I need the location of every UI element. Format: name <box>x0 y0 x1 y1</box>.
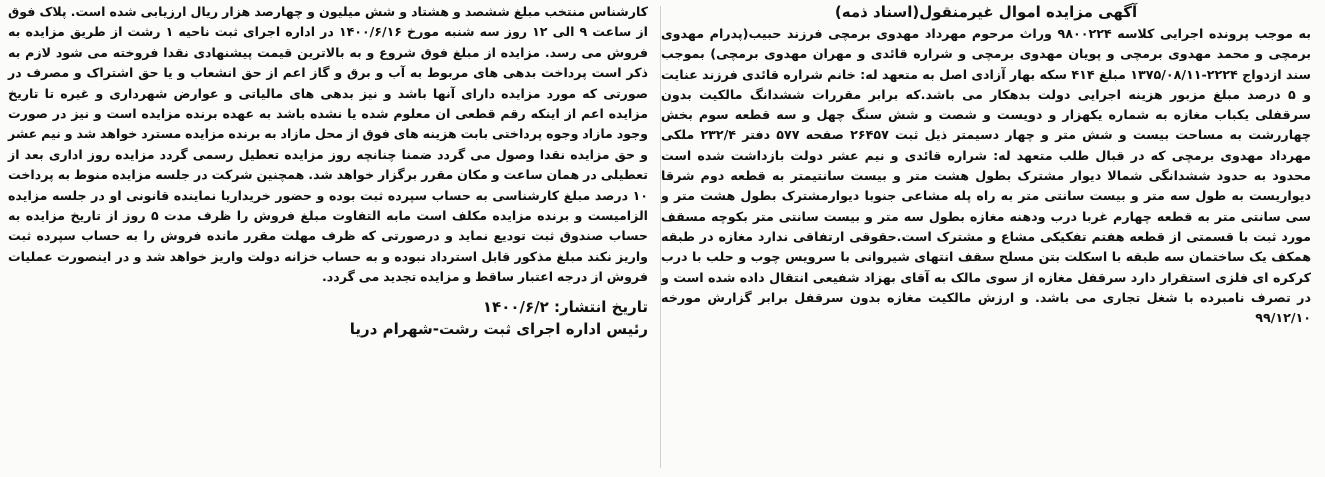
notice-footer <box>8 296 648 340</box>
notice-column-left <box>8 0 648 477</box>
notice-column-right <box>661 0 1311 477</box>
publish-date: تاریخ انتشار: ۱۴۰۰/۶/۲ <box>482 297 648 316</box>
column-divider <box>660 6 661 468</box>
signature-line: رئیس اداره اجرای ثبت رشت-شهرام دریا <box>349 319 648 338</box>
notice-body-part-1: به موجب پرونده اجرایی کلاسه ۹۸۰۰۲۲۴ وراث مرحوم مهرداد مهدوی برمچی فرزند حبیب(پدرام مهدوی برمچی و محمد مهدوی برمچی و پویان مهدوی برمچی و شراره قائدی و مهران مهدوی برمچی) بموجب سند ازدواج ۲۲۲۴-۱۳۷۵/۰۸/۱۱ مبلغ ۴۱۴ سکه بهار آزادی اصل به متعهد له: خانم شراره قائدی فرزند عنایت و ۵ درصد مبلغ مزبور هزینه اجرایی دولت بدهکار می باشد.که برابر مقررات ششدانگ مالکیت بدون سرقفلی یکباب مغازه به شماره یکهزار و دویست و شصت و شش سنگ چهل و سه قطعه سوم بخش چهاررشت به مساحت بیست و شش متر و چهار دسیمتر ذیل ثبت ۲۶۴۵۷ صفحه ۵۷۷ دفتر ۲۳۲/۴ ملکی مهرداد مهدوی برمچی که در قبال طلب متعهد له: شراره قائدی و نیم عشر دولت بازداشت شده است محدود به حدود ششدانگی شمالا دیوار مشترک بطول هشت متر و بیست سانتیمتر به قطعه دوم شرقا دیواریست به طول سه متر و بیست سانتی متر به راه پله مشاعی جنوبا دیوارمشترک بطول هشت متر و سی سانتی متر به قطعه چهارم غربا درب ودهنه مغازه بطول سه متر و بیست سانتی متر بکوچه مسقف مورد ثبت با قسمتی از قطعه هفتم تفکیکی مشاع و مشترک است.حقوقی ارتفاقی ندارد مغازه در طبقه همکف یک ساختمان سه طبقه با اسکلت بتن مسلح سقف انتهای شیروانی با سرویس چوب و حلب با درب کرکره ای فلزی استقرار دارد سرقفل مغازه از سوی مالک به آقای بهزاد شفیعی انتقال داده شده است و در تصرف نامبرده با شغل تجاری می باشد. و ارزش مالکیت مغازه بدون سرقفل برابر گزارش مورخه ۹۹/۱۲/۱۰ <box>661 26 1311 326</box>
notice-title: آگهی مزایده اموال غیرمنقول(اسناد ذمه) <box>834 3 1138 21</box>
notice-body-part-2: کارشناس منتخب مبلغ ششصد و هشتاد و شش میلیون و چهارصد هزار ریال ارزیابی شده است. پلاک فوق از ساعت ۹ الی ۱۲ روز سه شنبه مورخ ۱۴۰۰/۶/۱۶ در اداره اجرای ثبت ناحیه ۱ رشت از طریق مزایده به فروش می رسد. مزایده از مبلغ فوق شروع و به بالاترین قیمت پیشنهادی نقدا فروخته می شود لازم به ذکر است پرداخت بدهی های مربوط به آب و برق و گاز اعم از حق انشعاب و یا حق اشتراک و مصرف در صورتی که مورد مزایده دارای آنها باشد و نیز بدهی های مالیاتی و عوارض شهرداری و غیره تا تاریخ مزایده اعم از اینکه رقم قطعی ان معلوم شده یا نشده باشد به عهده برنده مزایده است و نیز در صورت وجود مازاد وجوه پرداختی بابت هزینه های فوق از محل مازاد به برنده مزایده مسترد خواهد شد و نیم عشر و حق مزایده نقدا وصول می گردد ضمنا چنانچه روز مزایده تعطیل رسمی گردد مزایده روز اداری بعد از تعطیلی در همان ساعت و مکان مقرر برگزار خواهد شد. همچنین شرکت در جلسه مزایده منوط به پرداخت ۱۰ درصد مبلغ کارشناسی به حساب سپرده ثبت بوده و حضور خریداریا نماینده قانونی او در جلسه مزایده الزامیست و برنده مزایده مکلف است مابه التفاوت مبلغ فروش را ظرف مدت ۵ روز از تاریخ مزایده به حساب صندوق ثبت تودیع نماید و درصورتی که ظرف مهلت مقرر مانده فروش را به حساب سپرده ثبت واریز نکند مبلغ مذکور قابل استرداد نبوده و به حساب خزانه دولت واریز خواهد شد و در اینصورت عملیات فروش از درجه اعتبار ساقط و مزایده تجدید می گردد. <box>8 4 648 285</box>
